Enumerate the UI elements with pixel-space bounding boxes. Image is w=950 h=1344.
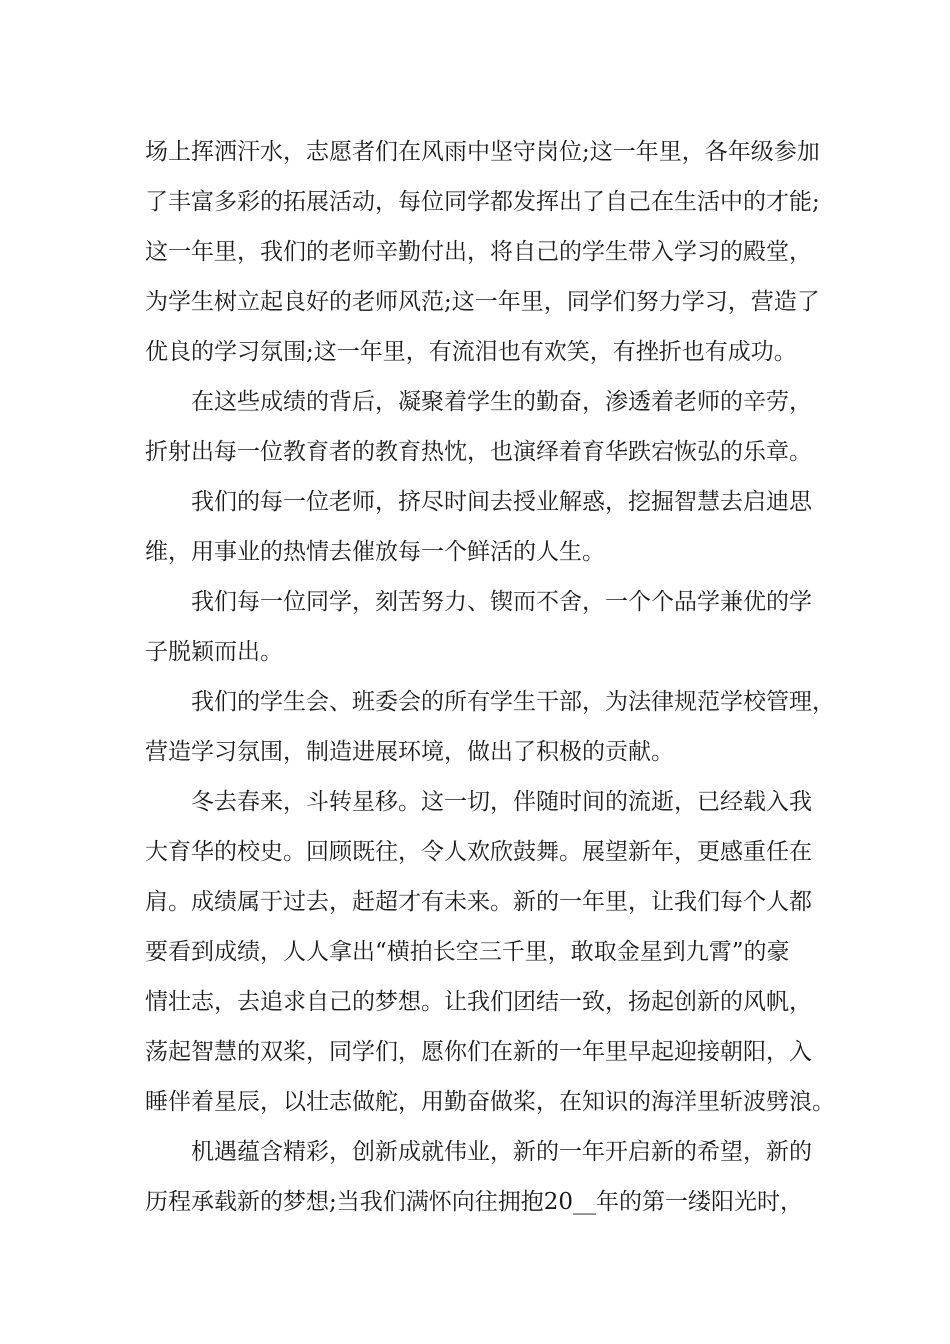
text-line: 优良的学习氛围;这一年里，有流泪也有欢笑，有挫折也有成功。 <box>145 339 797 365</box>
text-line: 为学生树立起良好的老师风范;这一年里，同学们努力学习，营造了 <box>145 289 820 315</box>
text-line: 荡起智慧的双桨，同学们，愿你们在新的一年里早起迎接朝阳，入 <box>145 1039 812 1065</box>
body-text <box>145 127 845 1227</box>
text-line: 我们的学生会、班委会的所有学生干部，为法律规范学校管理， <box>191 689 835 715</box>
text-line: 在这些成绩的背后，凝聚着学生的勤奋，渗透着老师的辛劳， <box>191 389 812 415</box>
text-line: 维，用事业的热情去催放每一个鲜活的人生。 <box>145 539 605 565</box>
text-line: 大育华的校史。回顾既往，令人欢欣鼓舞。展望新年，更感重任在 <box>145 839 812 865</box>
text-line: 要看到成绩，人人拿出“横拍长空三千里，敢取金星到九霄”的豪 <box>145 939 790 965</box>
text-line: 场上挥洒汗水，志愿者们在风雨中坚守岗位;这一年里，各年级参加 <box>145 139 820 165</box>
text-line: 机遇蕴含精彩，创新成就伟业，新的一年开启新的希望，新的 <box>191 1139 812 1165</box>
text-line: 历程承载新的梦想;当我们满怀向往拥抱20__年的第一缕阳光时， <box>145 1189 804 1215</box>
text-line: 我们的每一位老师，挤尽时间去授业解惑，挖掘智慧去启迪思 <box>191 489 812 515</box>
text-line: 这一年里，我们的老师辛勤付出，将自己的学生带入学习的殿堂， <box>145 239 812 265</box>
text-line: 折射出每一位教育者的教育热忱，也演绎着育华跌宕恢弘的乐章。 <box>145 439 812 465</box>
text-line: 冬去春来，斗转星移。这一切，伴随时间的流逝，已经载入我 <box>191 789 812 815</box>
text-line: 睡伴着星辰，以壮志做舵，用勤奋做桨，在知识的海洋里斩波劈浪。 <box>145 1089 835 1115</box>
text-line: 子脱颖而出。 <box>145 639 283 665</box>
text-line: 我们每一位同学，刻苦努力、锲而不舍，一个个品学兼优的学 <box>191 589 812 615</box>
text-line: 了丰富多彩的拓展活动，每位同学都发挥出了自己在生活中的才能; <box>145 189 820 215</box>
text-line: 营造学习氛围，制造进展环境，做出了积极的贡献。 <box>145 739 674 765</box>
text-line: 肩。成绩属于过去，赶超才有未来。新的一年里，让我们每个人都 <box>145 889 812 915</box>
text-line: 情壮志，去追求自己的梦想。让我们团结一致，扬起创新的风帆， <box>145 989 812 1015</box>
